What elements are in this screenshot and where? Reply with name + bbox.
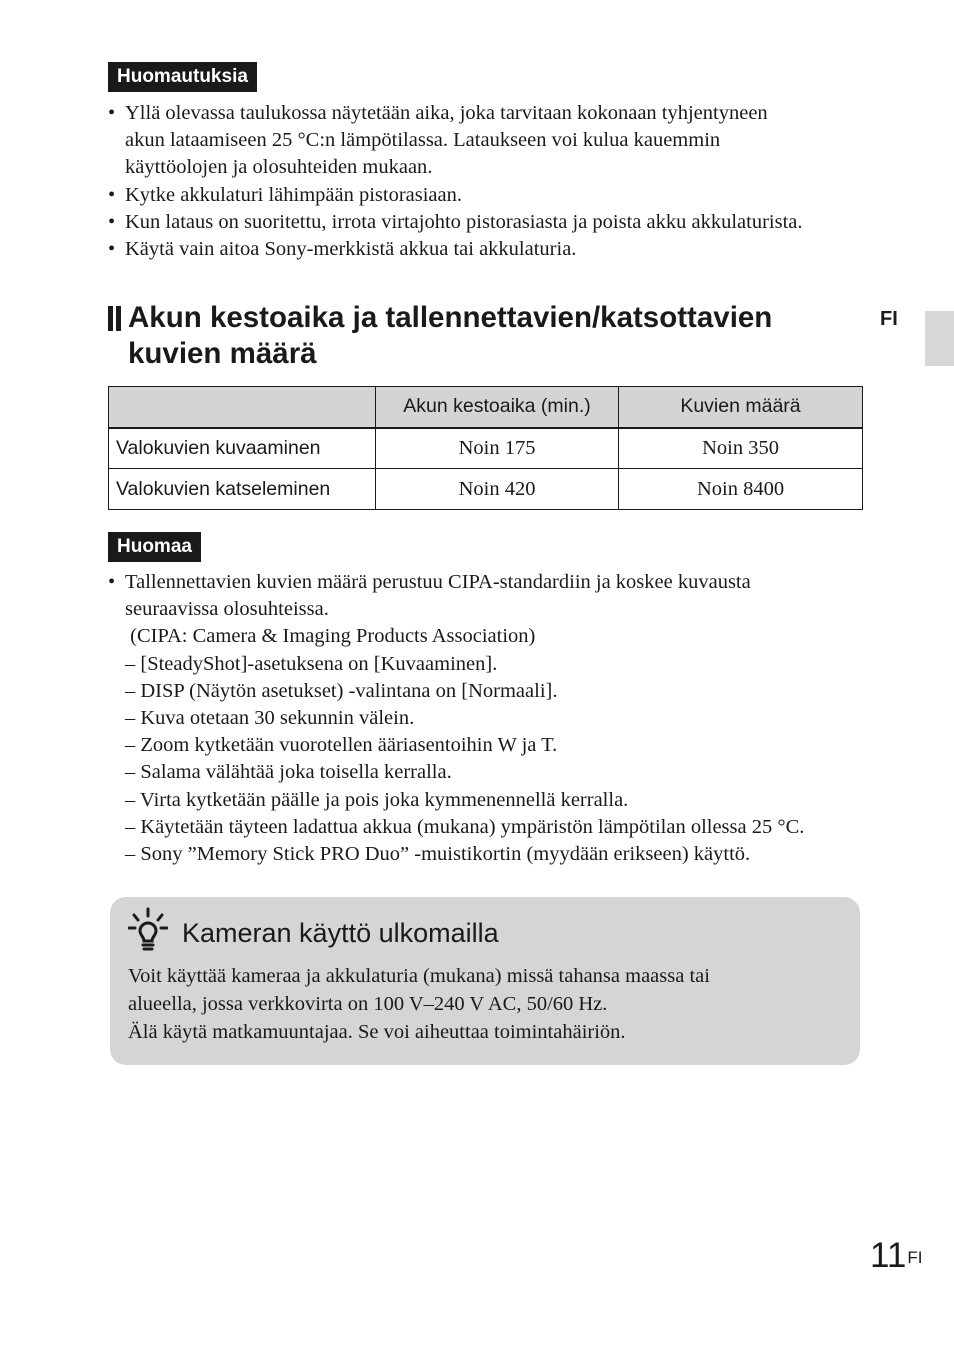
side-tab: [925, 311, 954, 366]
section-title-line: Akun kestoaika ja tallennettavien/katsottavien: [128, 301, 773, 334]
list-item: – Sony ”Memory Stick PRO Duo” -muistikortin (myydään erikseen) käyttö.: [125, 843, 751, 866]
battery-table: [108, 386, 863, 510]
list-item: • Kun lataus on suoritettu, irrota virtajohto pistorasiasta ja poista akku akkulaturista.: [108, 209, 803, 236]
list-item: – Zoom kytketään vuorotellen ääriasentoihin W ja T.: [125, 734, 558, 757]
hint-box: [110, 897, 860, 1065]
page-number-value: 11: [870, 1236, 907, 1275]
notes-label: Huomautuksia: [108, 62, 257, 92]
table-cell: Noin 8400: [619, 469, 863, 510]
list-item: • Kytke akkulaturi lähimpään pistorasiaan.: [108, 182, 803, 209]
list-item: (CIPA: Camera & Imaging Products Association): [125, 625, 536, 648]
section-title-line: kuvien määrä: [128, 337, 317, 370]
hint-body: [128, 962, 848, 1046]
list-item: • Tallennettavien kuvien määrä perustuu CIPA-standardiin ja koskee kuvausta: [108, 569, 804, 596]
table-row: [109, 428, 863, 469]
table-row: [109, 469, 863, 510]
list-item: käyttöolojen ja olosuhteiden mukaan.: [125, 156, 433, 179]
page-number: [870, 1232, 922, 1280]
lightbulb-icon: [128, 907, 168, 958]
list-item: seuraavissa olosuhteissa.: [125, 598, 329, 621]
hint-line: Voit käyttää kameraa ja akkulaturia (mukana) missä tahansa maassa tai: [128, 965, 710, 987]
list-item: • Yllä olevassa taulukossa näytetään aika, joka tarvitaan kokonaan tyhjentyneen: [108, 100, 803, 127]
list-item: – Virta kytketään päälle ja pois joka kymmenennellä kerralla.: [125, 788, 629, 811]
section-marker-icon: [108, 306, 121, 331]
list-item: akun lataamiseen 25 °C:n lämpötilassa. Lataukseen voi kulua kauemmin: [125, 129, 721, 152]
table-header-cell: [109, 387, 376, 428]
table-header-cell: Kuvien määrä: [619, 387, 863, 428]
hint-title: Kameran käyttö ulkomailla: [182, 918, 499, 948]
section-title: [108, 300, 848, 372]
table-cell: Noin 350: [619, 428, 863, 469]
table-header-row: [109, 387, 863, 428]
table-row-label: Valokuvien katseleminen: [109, 469, 376, 510]
list-item: – Salama välähtää joka toisella kerralla.: [125, 761, 452, 784]
table-cell: Noin 175: [376, 428, 619, 469]
list-item: – [SteadyShot]-asetuksena on [Kuvaaminen].: [125, 652, 498, 675]
page-number-suffix: FI: [907, 1248, 923, 1267]
list-item: – Kuva otetaan 30 sekunnin välein.: [125, 707, 415, 730]
table-header-cell: Akun kestoaika (min.): [376, 387, 619, 428]
hint-line: alueella, jossa verkkovirta on 100 V–240 V AC, 50/60 Hz.: [128, 993, 608, 1015]
notes-list: [108, 100, 803, 263]
list-item: • Käytä vain aitoa Sony-merkkistä akkua tai akkulaturia.: [108, 236, 803, 263]
note-list: [108, 569, 804, 868]
note-label: Huomaa: [108, 532, 201, 562]
table-row-label: Valokuvien kuvaaminen: [109, 428, 376, 469]
language-tag: FI: [880, 308, 898, 330]
list-item: – Käytetään täyteen ladattua akkua (mukana) ympäristön lämpötilan ollessa 25 °C.: [125, 815, 805, 838]
table-cell: Noin 420: [376, 469, 619, 510]
hint-line: Älä käytä matkamuuntajaa. Se voi aiheuttaa toimintahäiriön.: [128, 1021, 626, 1043]
list-item: – DISP (Näytön asetukset) -valintana on [Normaali].: [125, 679, 558, 702]
